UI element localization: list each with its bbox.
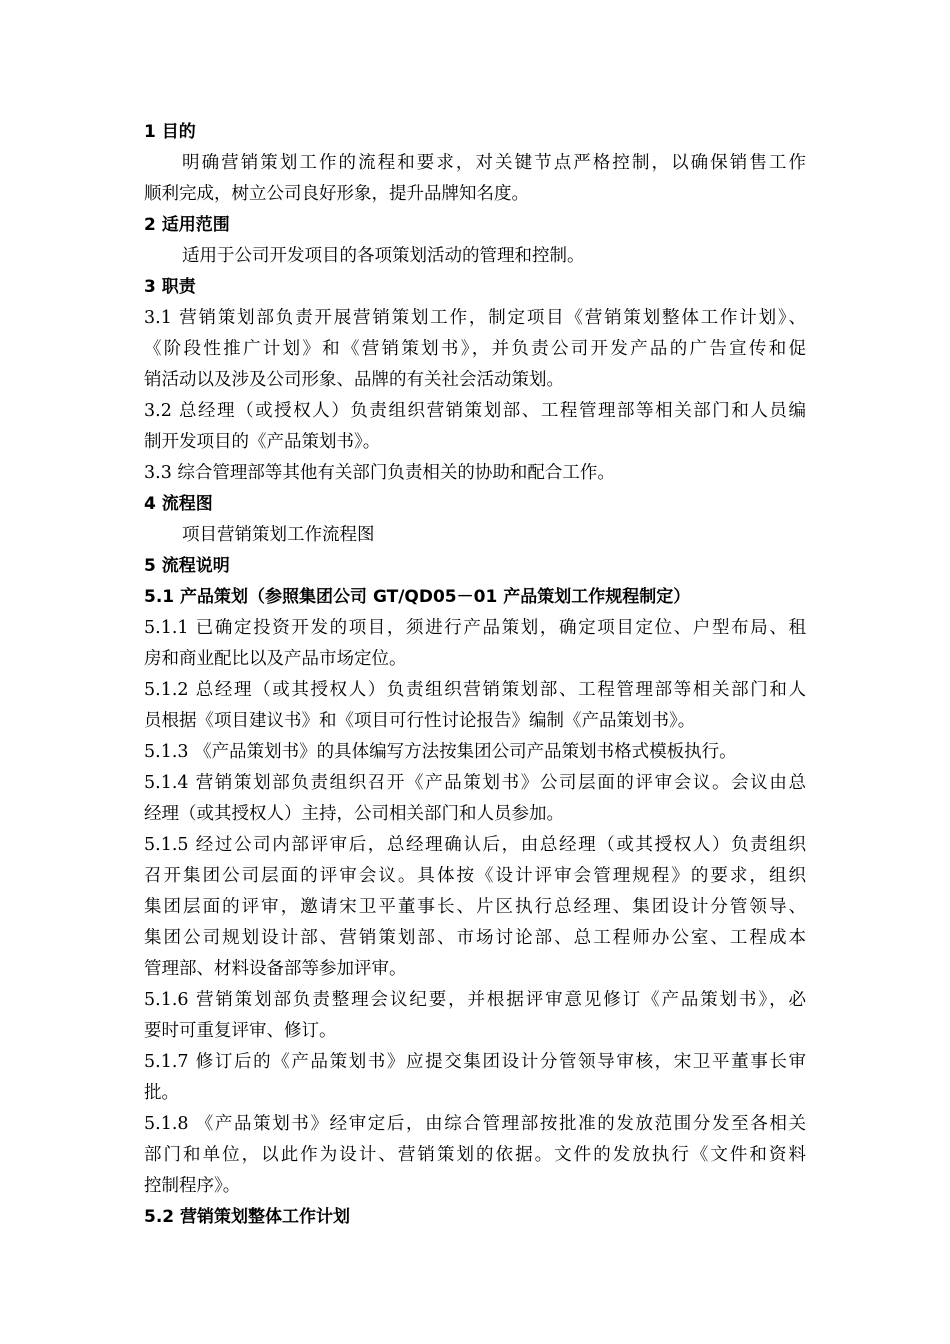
- section-heading: 4 流程图: [144, 494, 213, 514]
- paragraph-line: 5.1.7 修订后的《产品策划书》应提交集团设计分管领导审核，宋卫平董事长审: [144, 1052, 806, 1072]
- paragraph-line: 房和商业配比以及产品市场定位。: [144, 649, 407, 669]
- paragraph-line: 5.1.6 营销策划部负责整理会议纪要，并根据评审意见修订《产品策划书》，必: [144, 990, 806, 1010]
- section-heading: 5.2 营销策划整体工作计划: [144, 1207, 351, 1227]
- paragraph-line: 批。: [144, 1083, 179, 1103]
- paragraph-line: 5.1.4 营销策划部负责组织召开《产品策划书》公司层面的评审会议。会议由总: [144, 773, 806, 793]
- paragraph-line: 销活动以及涉及公司形象、品牌的有关社会活动策划。: [144, 370, 564, 390]
- paragraph-line: 3.3 综合管理部等其他有关部门负责相关的协助和配合工作。: [144, 463, 615, 483]
- paragraph-line: 要时可重复评审、修订。: [144, 1021, 337, 1041]
- paragraph-line: 3.2 总经理（或授权人）负责组织营销策划部、工程管理部等相关部门和人员编: [144, 401, 806, 421]
- document-body: [144, 117, 806, 1233]
- paragraph-line: 制开发项目的《产品策划书》。: [144, 432, 381, 452]
- section-heading: 1 目的: [144, 122, 196, 142]
- paragraph-line: 明确营销策划工作的流程和要求，对关键节点严格控制，以确保销售工作: [182, 153, 806, 173]
- paragraph-line: 集团公司规划设计部、营销策划部、市场讨论部、总工程师办公室、工程成本: [144, 928, 806, 948]
- section-heading: 3 职责: [144, 277, 196, 297]
- paragraph-line: 项目营销策划工作流程图: [182, 525, 375, 545]
- paragraph-line: 集团层面的评审，邀请宋卫平董事长、片区执行总经理、集团设计分管领导、: [144, 897, 806, 917]
- paragraph-line: 5.1.3 《产品策划书》的具体编写方法按集团公司产品策划书格式模板执行。: [144, 742, 737, 762]
- paragraph-line: 5.1.8 《产品策划书》经审定后，由综合管理部按批准的发放范围分发至各相关: [144, 1114, 806, 1134]
- paragraph-line: 召开集团公司层面的评审会议。具体按《设计评审会管理规程》的要求，组织: [144, 866, 806, 886]
- paragraph-line: 控制程序》。: [144, 1176, 241, 1196]
- paragraph-line: 5.1.2 总经理（或其授权人）负责组织营销策划部、工程管理部等相关部门和人: [144, 680, 806, 700]
- paragraph-line: 经理（或其授权人）主持，公司相关部门和人员参加。: [144, 804, 564, 824]
- paragraph-line: 部门和单位，以此作为设计、营销策划的依据。文件的发放执行《文件和资料: [144, 1145, 806, 1165]
- paragraph-line: 顺利完成，树立公司良好形象，提升品牌知名度。: [144, 184, 529, 204]
- section-heading: 5 流程说明: [144, 556, 230, 576]
- paragraph-line: 3.1 营销策划部负责开展营销策划工作，制定项目《营销策划整体工作计划》、: [144, 308, 806, 328]
- paragraph-line: 员根据《项目建议书》和《项目可行性讨论报告》编制《产品策划书》。: [144, 711, 696, 731]
- paragraph-line: 管理部、材料设备部等参加评审。: [144, 959, 407, 979]
- paragraph-line: 5.1.5 经过公司内部评审后，总经理确认后，由总经理（或其授权人）负责组织: [144, 835, 806, 855]
- paragraph-line: 5.1.1 已确定投资开发的项目，须进行产品策划，确定项目定位、户型布局、租: [144, 618, 806, 638]
- section-heading: 2 适用范围: [144, 215, 230, 235]
- section-heading: 5.1 产品策划（参照集团公司 GT/QD05－01 产品策划工作规程制定）: [144, 587, 691, 607]
- paragraph-line: 适用于公司开发项目的各项策划活动的管理和控制。: [182, 246, 585, 266]
- paragraph-line: 《阶段性推广计划》和《营销策划书》，并负责公司开发产品的广告宣传和促: [144, 339, 806, 359]
